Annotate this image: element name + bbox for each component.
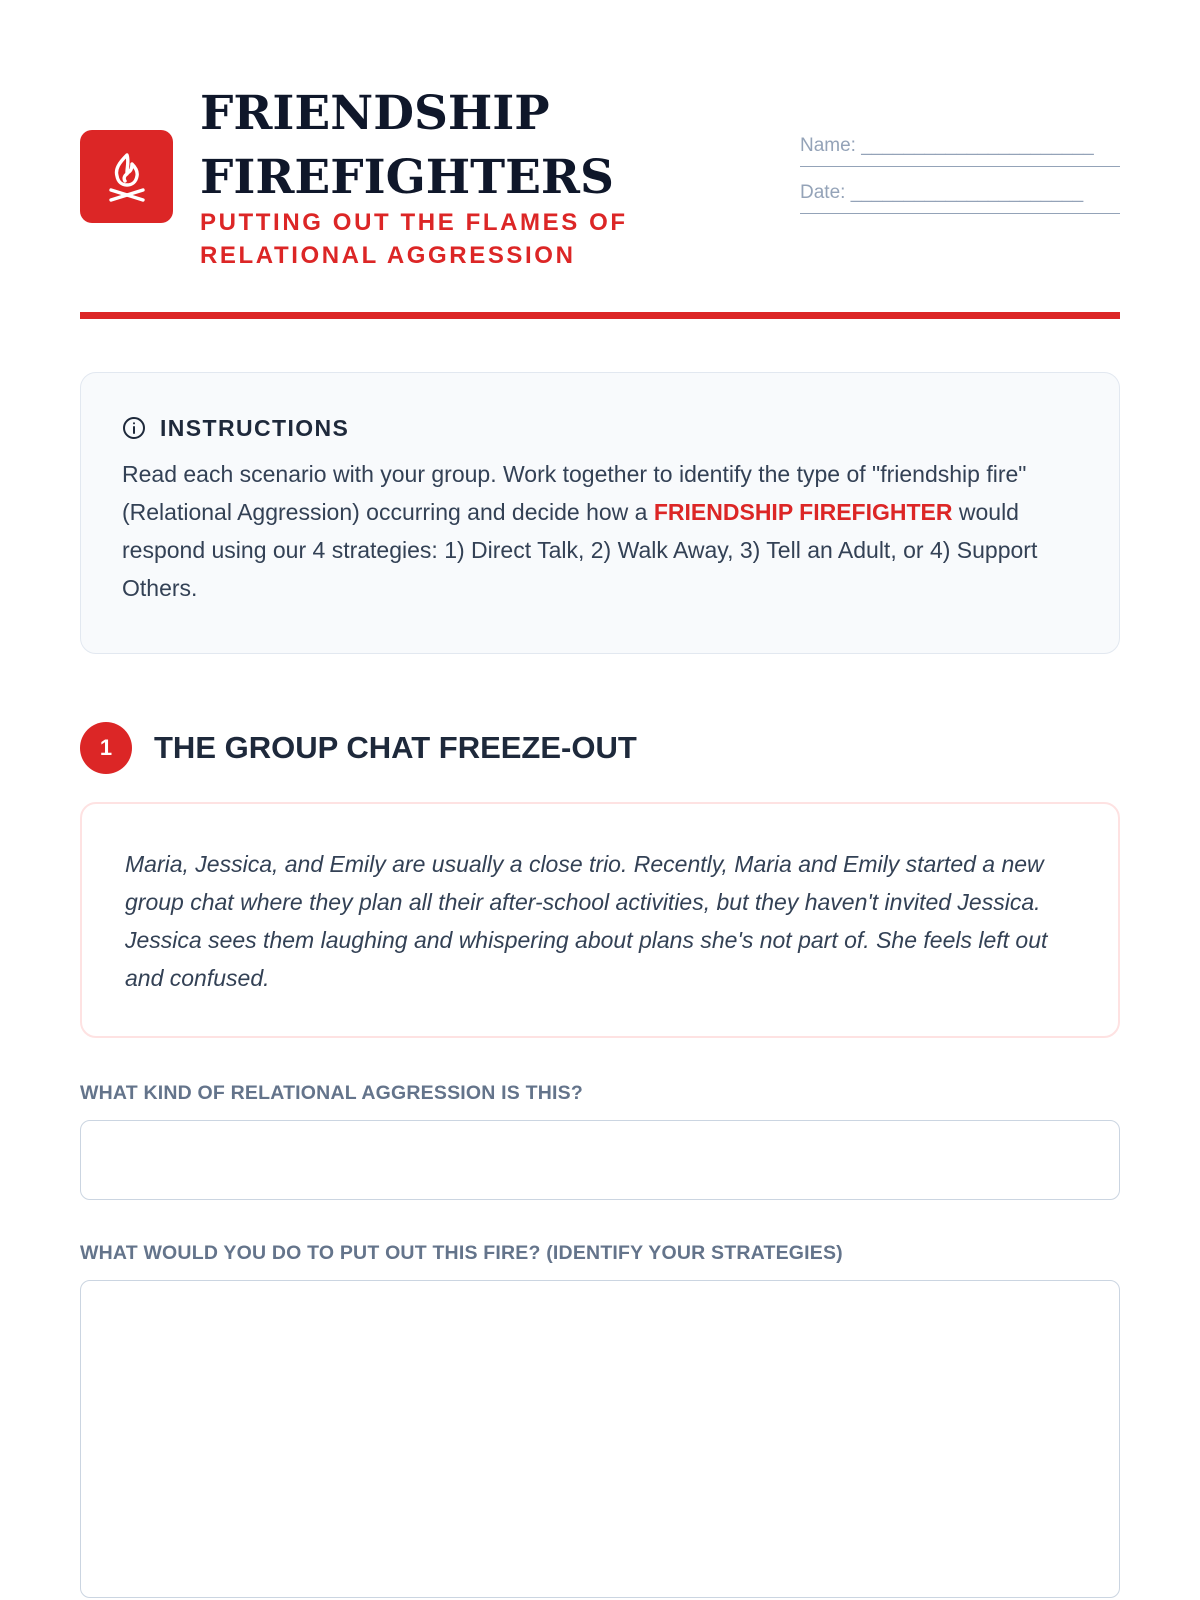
scenario-box xyxy=(80,802,1120,1038)
instructions-text xyxy=(122,455,1079,607)
logo-badge xyxy=(80,130,173,223)
instructions-highlight: FRIENDSHIP FIREFIGHTER xyxy=(653,499,953,525)
header-divider xyxy=(80,312,1120,319)
scenario-title: THE GROUP CHAT FREEZE-OUT xyxy=(154,730,637,765)
page-title: FRIENDSHIP FIREFIGHTERS xyxy=(200,86,614,205)
scenario-header xyxy=(80,722,637,774)
info-icon xyxy=(122,416,146,440)
question-2-answer-field[interactable] xyxy=(80,1280,1120,1598)
worksheet-header xyxy=(80,82,1120,282)
instructions-text-before: Read each scenario with your group. Work together to identify the type of "friendship fire" (Relational Aggression) occurring and decide how a xyxy=(122,461,1027,525)
instructions-title: INSTRUCTIONS xyxy=(160,414,350,441)
date-field[interactable]: Date: ______________________ xyxy=(800,179,1120,214)
question-1-label: WHAT KIND OF RELATIONAL AGGRESSION IS THIS? xyxy=(80,1082,583,1104)
page-subtitle: PUTTING OUT THE FLAMES OF RELATIONAL AGGRESSION xyxy=(200,209,628,269)
scenario-text: Maria, Jessica, and Emily are usually a close trio. Recently, Maria and Emily started a new group chat where they plan all their after-school activities, but they haven't invited Jessica. Jessica sees them laughing and whispering about plans she's not part of. She feels left out and confused. xyxy=(125,851,1048,991)
question-1-answer-field[interactable] xyxy=(80,1120,1120,1200)
name-field[interactable]: Name: ______________________ xyxy=(800,132,1120,167)
instructions-text-after: would respond using our 4 strategies: 1) Direct Talk, 2) Walk Away, 3) Tell an Adult, or 4) Support Others. xyxy=(122,499,1038,601)
question-2-label: WHAT WOULD YOU DO TO PUT OUT THIS FIRE? (IDENTIFY YOUR STRATEGIES) xyxy=(80,1242,843,1264)
instructions-header xyxy=(122,413,1079,443)
campfire-icon xyxy=(105,151,149,203)
student-info xyxy=(800,132,1120,226)
scenario-number-badge: 1 xyxy=(80,722,132,774)
instructions-box xyxy=(80,372,1120,654)
